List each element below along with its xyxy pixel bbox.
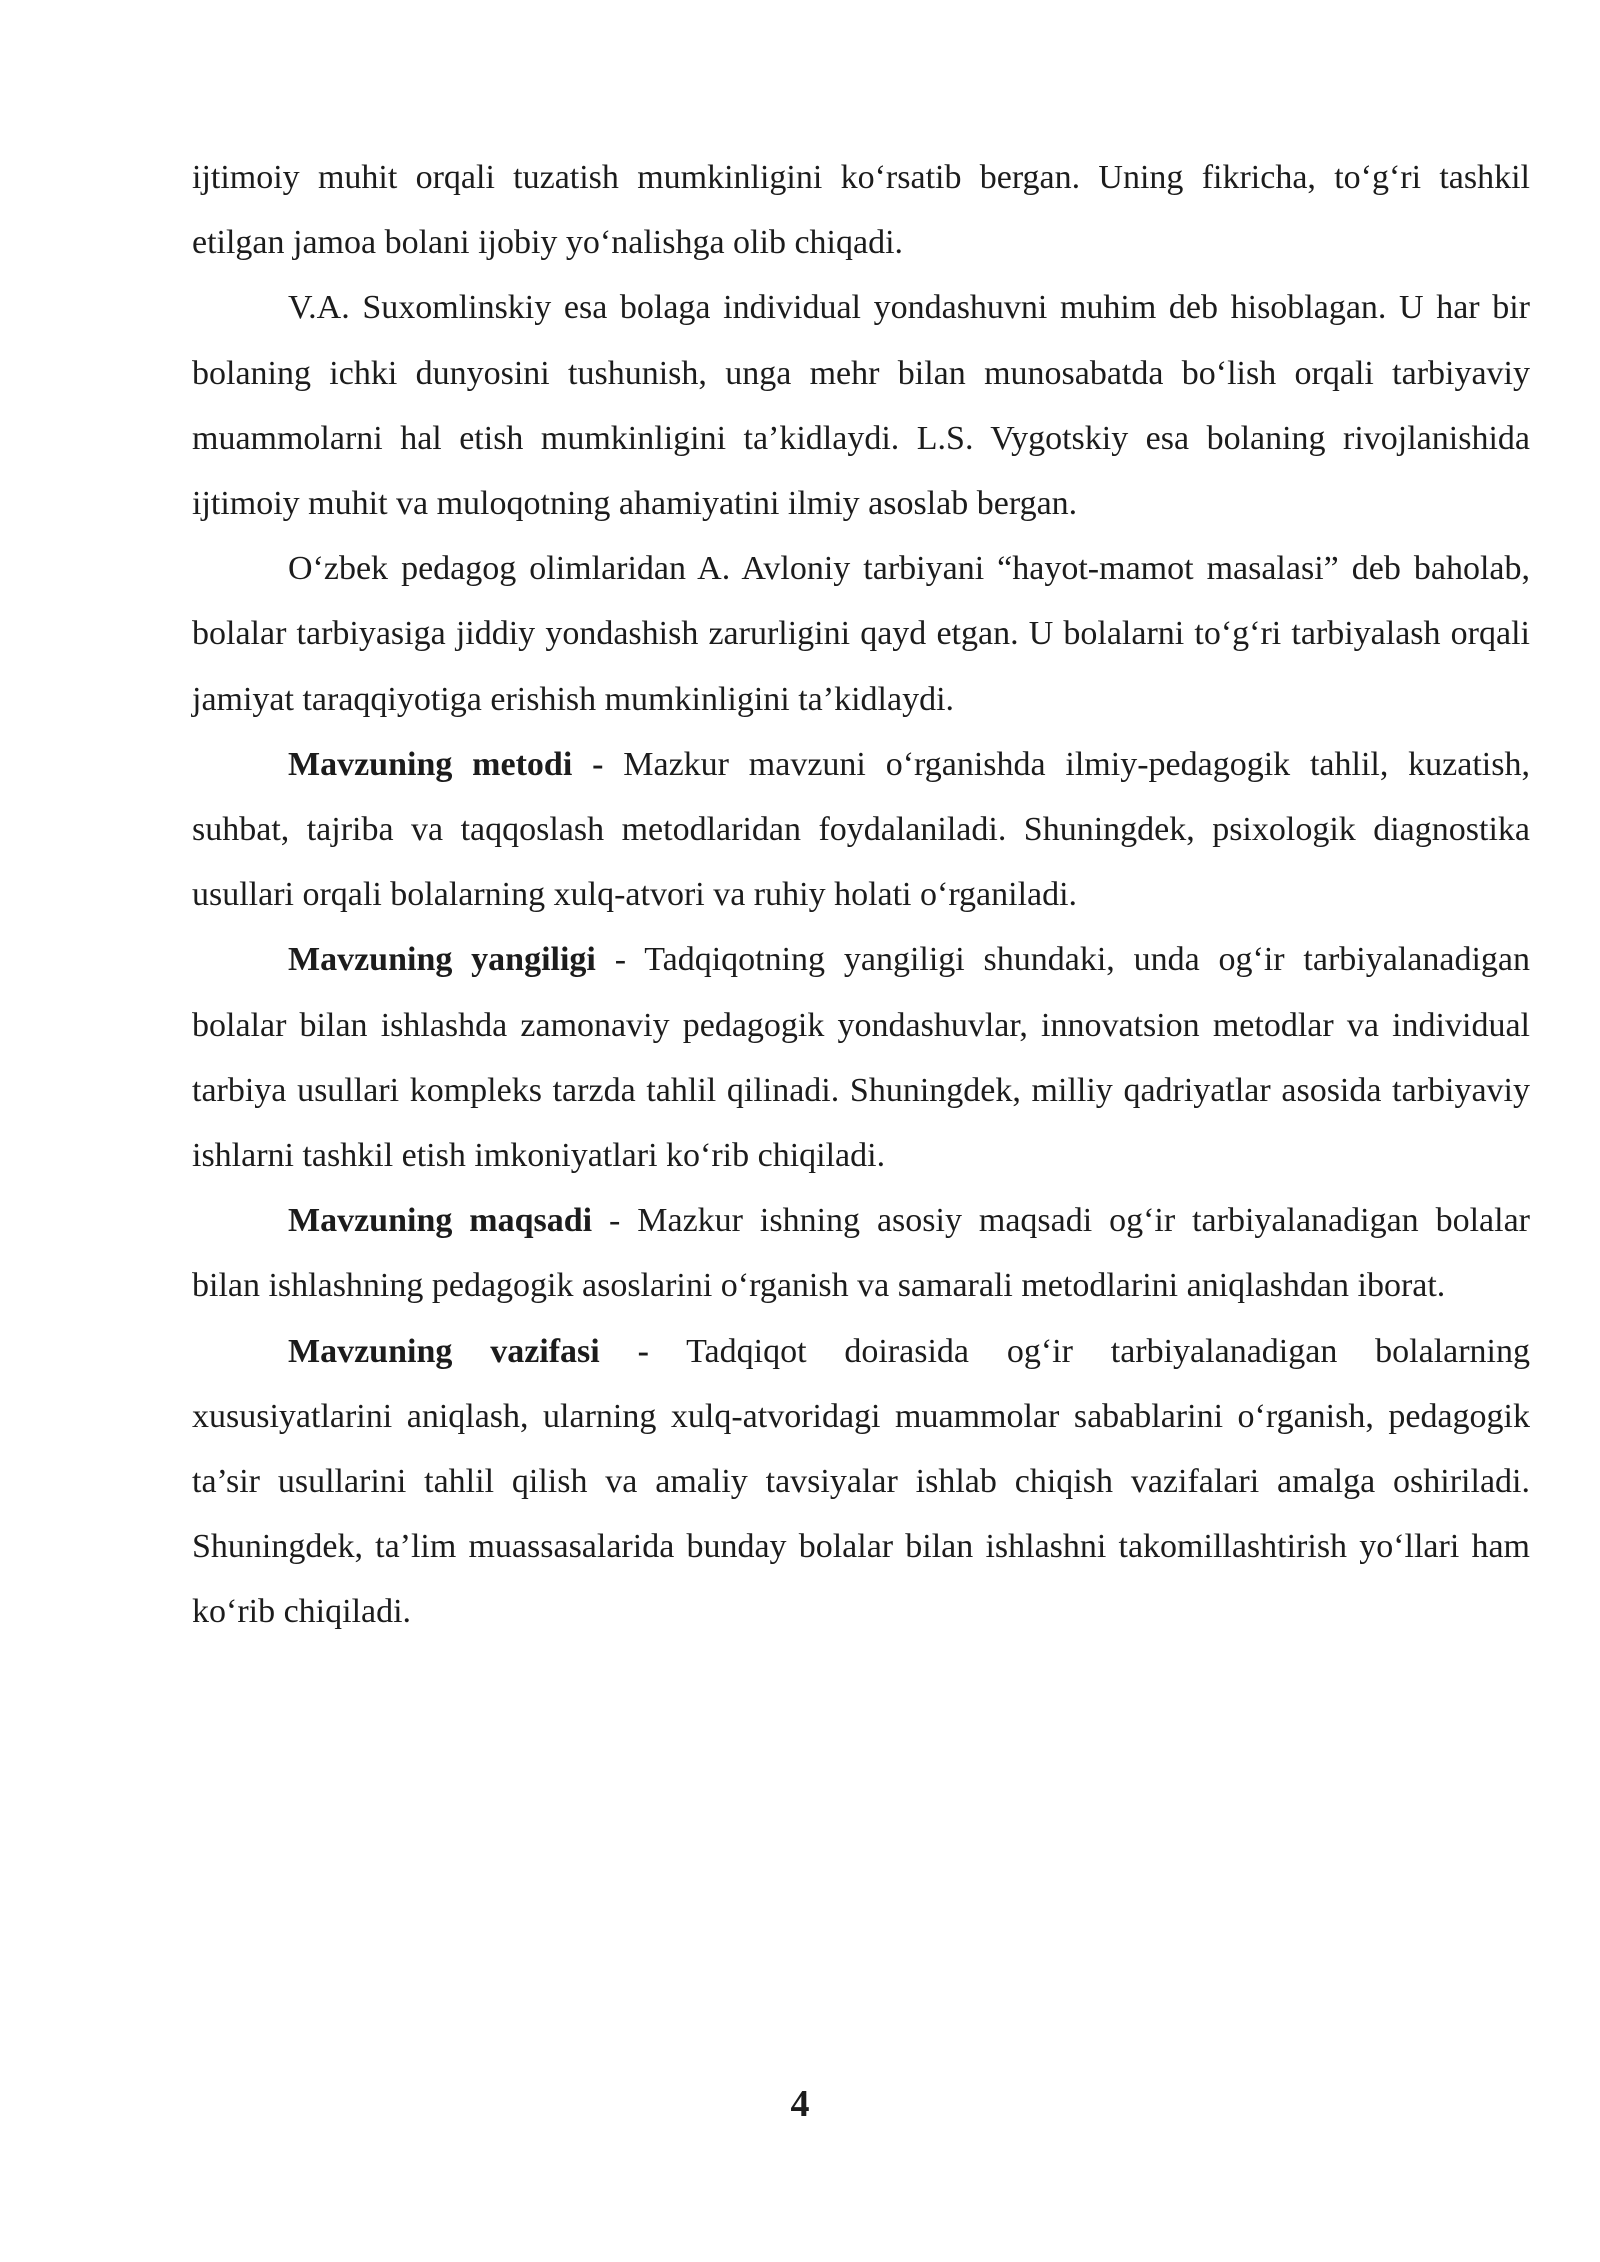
paragraph-text: Mazkur mavzuni o‘rganishda ilmiy-pedagogik tahlil, kuzatish, suhbat, tajriba va taqqoslash metodlaridan foydalaniladi. Shuningdek, psixologik diagnostika usullari orqali bolalarning xulq-atvori va ruhiy holati o‘rganiladi.: [192, 745, 1530, 914]
paragraph-text: V.A. Suxomlinskiy esa bolaga individual yondashuvni muhim deb hisoblagan. U har bir bolaning ichki dunyosini tushunish, unga mehr bilan munosabatda bo‘lish orqali tarbiyaviy muammolarni hal etish mumkinligini ta’kidlaydi. L.S. Vygotskiy esa bolaning rivojlanishida ijtimoiy muhit va muloqotning ahamiyatini ilmiy asoslab bergan.: [192, 289, 1530, 523]
paragraph-text: Tadqiqot doirasida og‘ir tarbiyalanadigan bolalarning xususiyatlarini aniqlash, ularning xulq-atvoridagi muammolar sabablarini o‘rganish, pedagogik ta’sir usullarini tahlil qilish va amaliy tavsiyalar ishlab chiqish vazifalari amalga oshiriladi. Shuningdek, ta’lim muassasalarida bunday bolalar bilan ishlashni takomillashtirish yo‘llari ham ko‘rib chiqiladi.: [192, 1332, 1531, 1631]
paragraph-continuation: [192, 145, 1530, 275]
section-lead-novelty: Mavzuning yangiligi: [288, 941, 596, 979]
paragraph-text: O‘zbek pedagog olimlaridan A. Avloniy tarbiyani “hayot-mamot masalasi” deb baholab, bolalar tarbiyasiga jiddiy yondashish zarurligini qayd etgan. U bolalarni to‘g‘ri tarbiyalash orqali jamiyat taraqqiyotiga erishish mumkinligini ta’kidlaydi.: [192, 550, 1530, 718]
paragraph-method: [192, 732, 1530, 928]
section-lead-tasks: Mavzuning vazifasi -: [288, 1332, 649, 1370]
page-number: 4: [790, 2083, 810, 2125]
paragraph-text: ijtimoiy muhit orqali tuzatish mumkinligini ko‘rsatib bergan. Uning fikricha, to‘g‘ri tashkil etilgan jamoa bolani ijobiy yo‘nalishga olib chiqadi.: [192, 159, 1530, 262]
section-lead-method: Mavzuning metodi -: [288, 745, 604, 783]
paragraph-text: - Mazkur ishning asosiy maqsadi og‘ir tarbiyalanadigan bolalar bilan ishlashning pedagogik asoslarini o‘rganish va samarali metodlarini aniqlashdan iborat.: [192, 1202, 1530, 1305]
section-lead-goal: Mavzuning maqsadi: [288, 1202, 593, 1240]
paragraph-tasks: [192, 1319, 1530, 1645]
paragraph-suxomlinskiy: [192, 275, 1530, 536]
paragraph-avloniy: [192, 536, 1530, 732]
paragraph-text: - Tadqiqotning yangiligi shundaki, unda og‘ir tarbiyalanadigan bolalar bilan ishlashda zamonaviy pedagogik yondashuvlar, innovatsion metodlar va individual tarbiya usullari kompleks tarzda tahlil qilinadi. Shuningdek, milliy qadriyatlar asosida tarbiyaviy ishlarni tashkil etish imkoniyatlari ko‘rib chiqiladi.: [192, 941, 1530, 1175]
paragraph-goal: [192, 1188, 1530, 1318]
document-body: [192, 145, 1530, 1645]
paragraph-novelty: [192, 927, 1530, 1188]
